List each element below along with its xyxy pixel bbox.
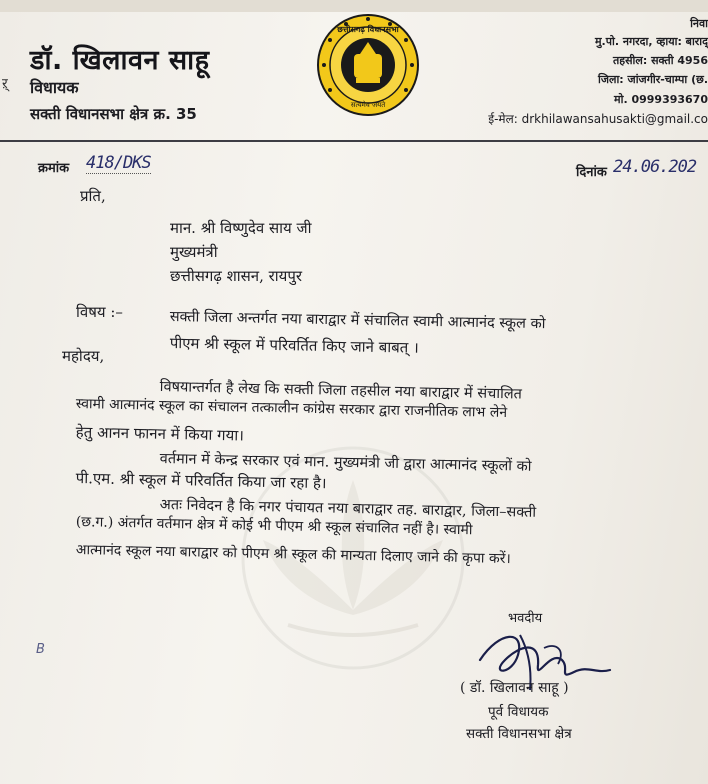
signer-designation: पूर्व विधायक <box>488 704 549 720</box>
vidhansabha-emblem-icon <box>316 10 420 120</box>
para3-line-1: अतः निवेदन है कि नगर पंचायत नया बाराद्वार तह. बाराद्वार, जिला–सक्ती <box>159 496 537 521</box>
recipient-line-3: छत्तीसगढ़ शासन, रायपुर <box>170 267 303 285</box>
margin-note: B <box>36 642 45 657</box>
date-value: 24.06.202 <box>613 157 697 177</box>
header-divider <box>0 140 708 142</box>
phone-number: मो. 0999393670 <box>614 93 708 106</box>
emblem-text-top: छत्तीसगढ़ विधानसभा <box>337 25 399 34</box>
letterhead-designation: विधायक <box>30 78 79 97</box>
letterhead-constituency: सक्ती विधानसभा क्षेत्र क्र. 35 <box>30 105 197 123</box>
para2-line-2: पी.एम. श्री स्कूल में परिवर्तित किया जा रहा है। <box>75 468 327 493</box>
subject-line-2: पीएम श्री स्कूल में परिवर्तित किए जाने बाबत् । <box>169 333 419 357</box>
ref-number: 418/DKS <box>86 153 151 173</box>
letterhead-name: डॉ. खिलावन साहू <box>30 45 210 76</box>
margin-mark: ऱ् <box>2 76 8 92</box>
subject-label: विषय :– <box>76 303 123 321</box>
para1-line-3: हेतु आनन फानन में किया गया। <box>75 422 245 445</box>
address-label: निवा <box>690 17 708 30</box>
signer-constituency: सक्ती विधानसभा क्षेत्र <box>466 726 572 742</box>
signer-name: ( डॉ. खिलावन साहू ) <box>460 680 569 696</box>
para3-line-2: (छ.ग.) अंतर्गत वर्तमान क्षेत्र में कोई भी पीएम श्री स्कूल संचालित नहीं है। स्वामी <box>75 513 473 539</box>
emblem-text-bottom: सत्यमेव जयते <box>350 101 386 109</box>
subject-line-1: सक्ती जिला अन्तर्गत नया बाराद्वार में संचालित स्वामी आत्मानंद स्कूल को <box>169 308 546 333</box>
recipient-line-1: मान. श्री विष्णुदेव साय जी <box>170 219 312 237</box>
date-label: दिनांक <box>576 165 607 180</box>
para3-line-3: आत्मानंद स्कूल नया बाराद्वार को पीएम श्री स्कूल की मान्यता दिलाए जाने की कृपा करें। <box>75 541 511 568</box>
address-line-3: जिला: जांजगीर-चाम्पा (छ. <box>597 73 708 86</box>
ref-label: क्रमांक <box>38 161 70 176</box>
address-line-2: तहसील: सक्ती 4956 <box>613 54 708 67</box>
salutation: महोदय, <box>62 347 105 365</box>
closing: भवदीय <box>508 611 543 626</box>
address-line-1: मु.पो. नगरदा, व्हाया: बाराद् <box>594 35 708 48</box>
para1-line-1: विषयान्तर्गत है लेख कि सक्ती जिला तहसील नया बाराद्वार में संचालित <box>159 378 523 403</box>
prati: प्रति, <box>80 187 106 205</box>
para2-line-1: वर्तमान में केन्द्र सरकार एवं मान. मुख्यमंत्री जी द्वारा आत्मानंद स्कूलों को <box>159 450 532 475</box>
email-address: ई-मेल: drkhilawansahusakti@gmail.co <box>488 112 708 126</box>
recipient-line-2: मुख्यमंत्री <box>170 243 218 261</box>
para1-line-2: स्वामी आत्मानंद स्कूल का संचालन तत्कालीन कांग्रेस सरकार द्वारा राजनीतिक लाभ लेने <box>75 395 508 422</box>
